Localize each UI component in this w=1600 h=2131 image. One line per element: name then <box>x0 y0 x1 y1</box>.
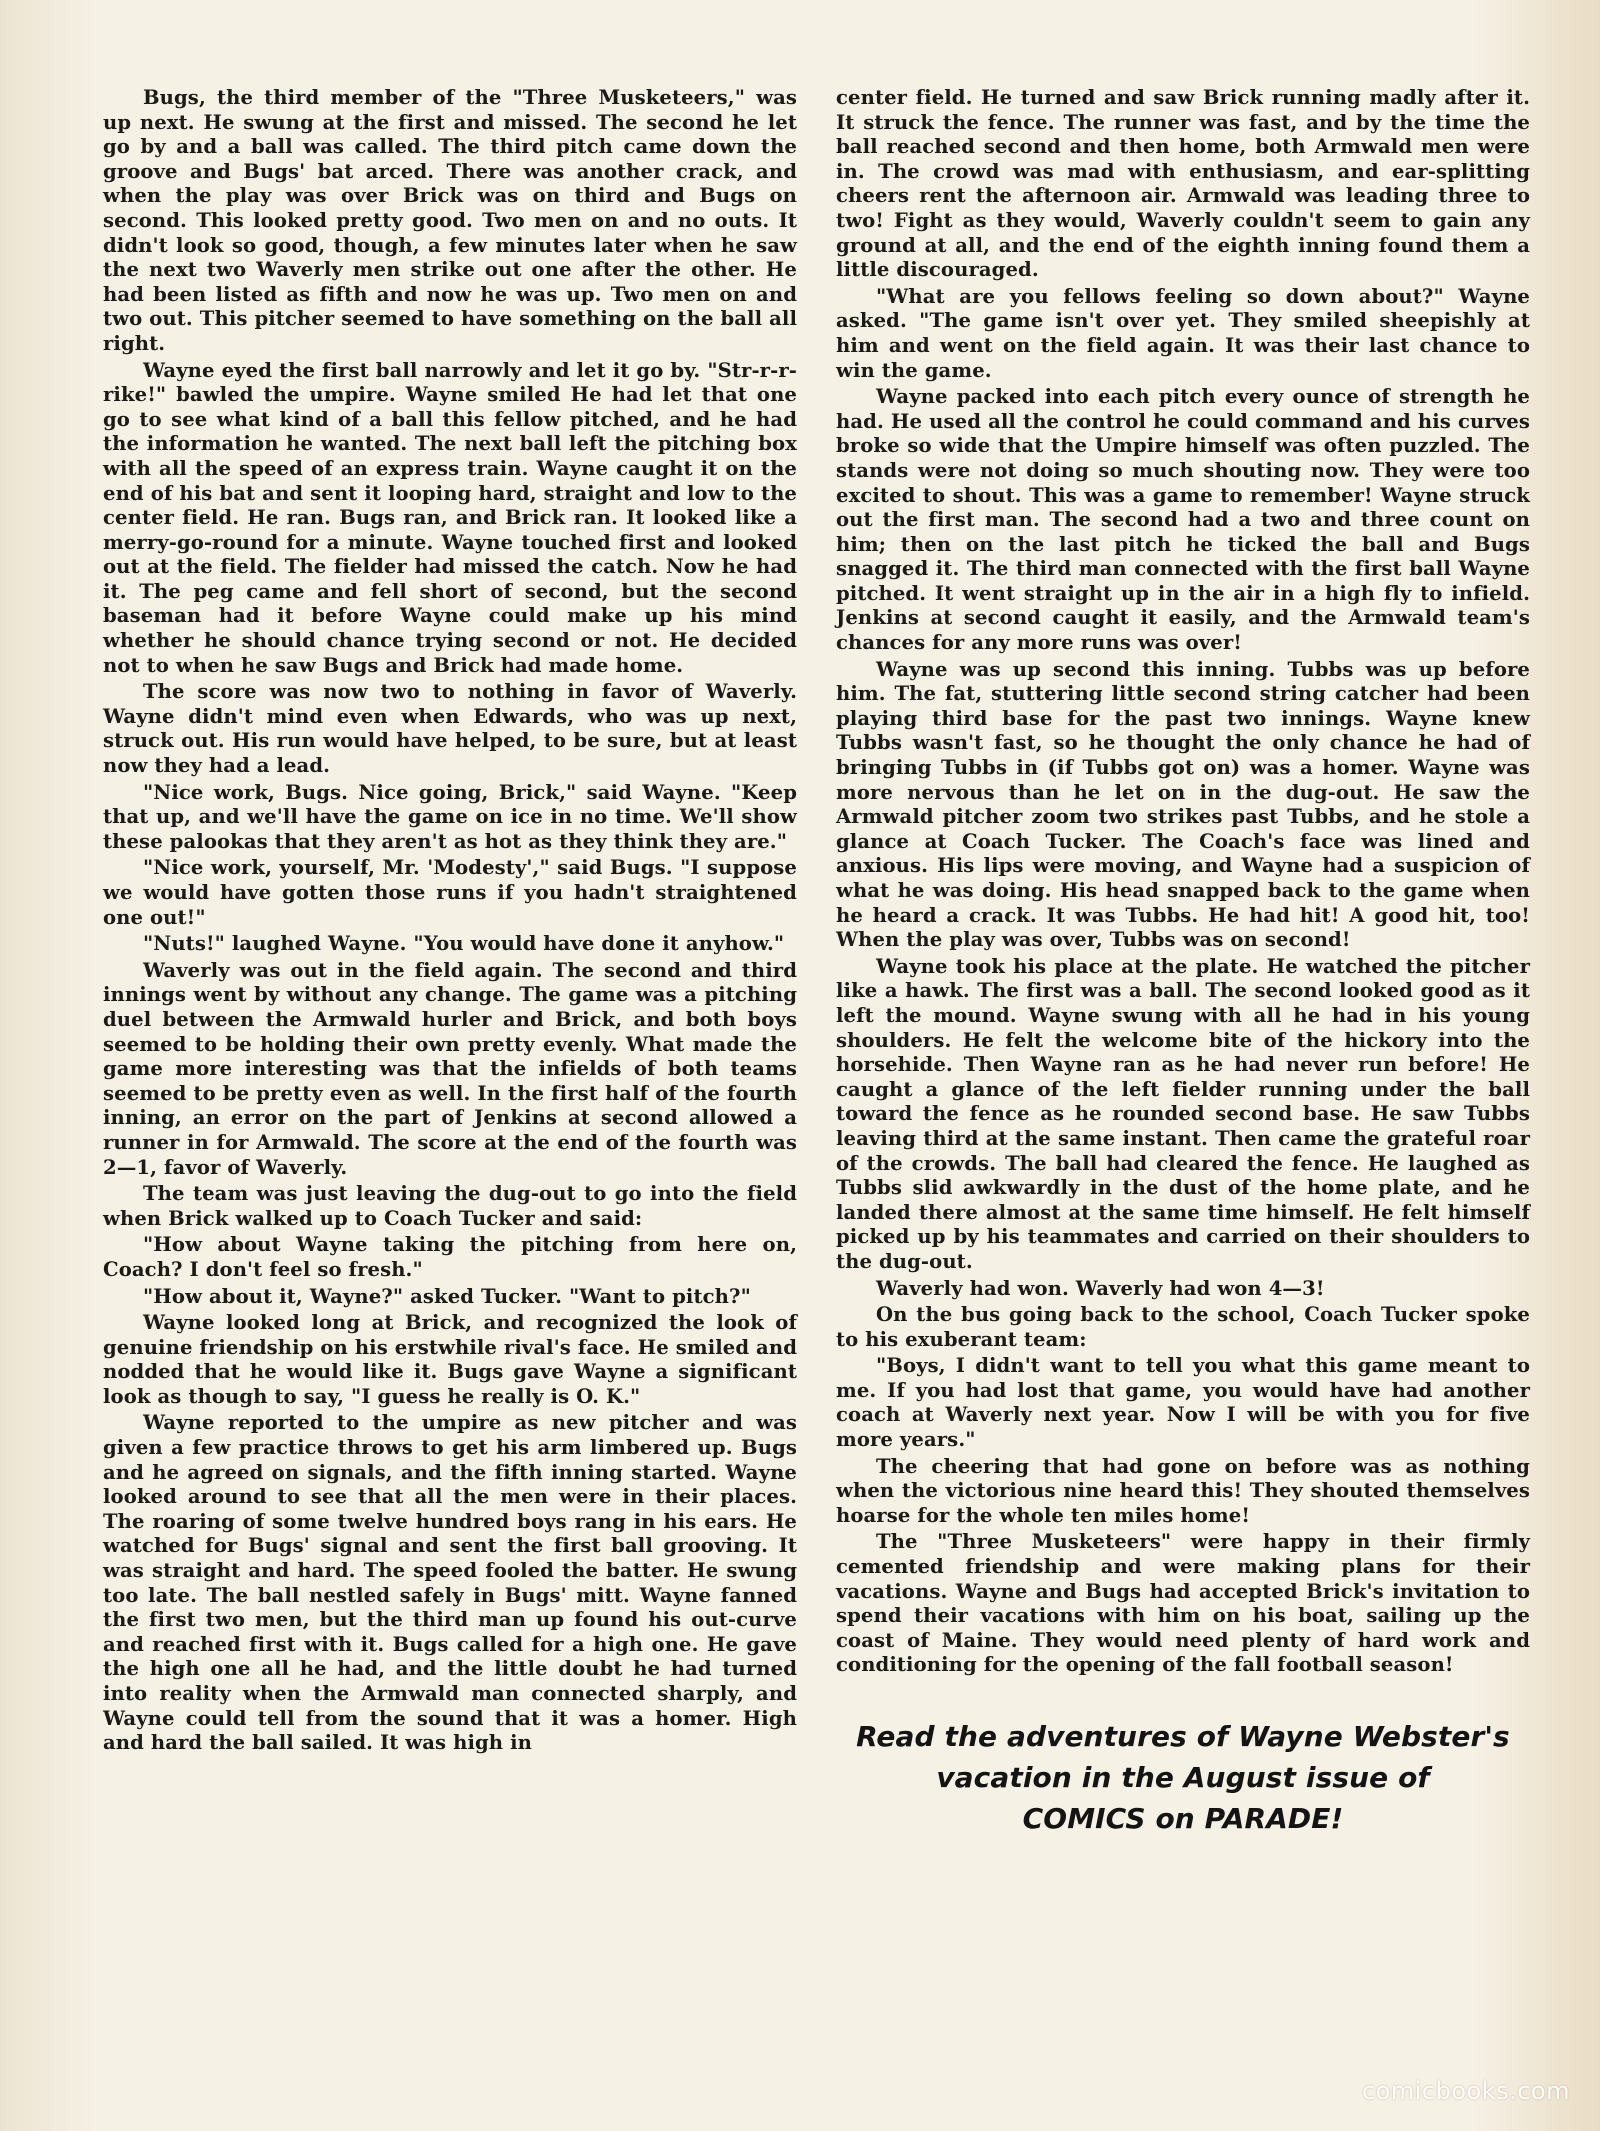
paragraph: Wayne packed into each pitch every ounce of strength he had. He used all the control he could command and his curves broke so wide that the Umpire himself was often puzzled. The stands were not doing so much shouting now. They were too excited to shout. This was a game to remember! Wayne struck out the first man. The second had a two and three count on him; then on the last pitch he ticked the ball and Bugs snagged it. The third man connected with the first ball Wayne pitched. It went straight up in the air in a high fly to infield. Jenkins at second caught it easily, and the Armwald team's chances for any more runs was over! <box>836 385 1530 655</box>
paragraph: On the bus going back to the school, Coach Tucker spoke to his exuberant team: <box>836 1303 1530 1351</box>
paragraph: "What are you fellows feeling so down about?" Wayne asked. "The game isn't over yet. They smiled sheepishly at him and went on the field again. It was their last chance to win the game. <box>836 284 1530 382</box>
paragraph: "Nice work, Bugs. Nice going, Brick," said Wayne. "Keep that up, and we'll have the game on ice in no time. We'll show these palookas that they aren't as hot as they think they are." <box>103 780 797 853</box>
paragraph: Waverly was out in the field again. The second and third innings went by without any change. The game was a pitching duel between the Armwald hurler and Brick, and both boys seemed to be holding their own pretty evenly. What made the game more interesting was that the infields of both teams seemed to be pretty even as well. In the first half of the fourth inning, an error on the part of Jenkins at second allowed a runner in for Armwald. The score at the end of the fourth was 2—1, favor of Waverly. <box>103 958 797 1179</box>
paragraph: The "Three Musketeers" were happy in their firmly cemented friendship and were making plans for their vacations. Wayne and Bugs had accepted Brick's invitation to spend their vacations with him on his boat, sailing up the coast of Maine. They would need plenty of hard work and conditioning for the opening of the fall football season! <box>836 1530 1530 1677</box>
paragraph: Wayne took his place at the plate. He watched the pitcher like a hawk. The first was a ball. The second looked good as it left the mound. Wayne swung with all he had in his young shoulders. He felt the welcome bite of the hickory into the horsehide. Then Wayne ran as he had never run before! He caught a glance of the left fielder running under the ball toward the fence as he rounded second base. He saw Tubbs leaving third at the same instant. Then came the grateful roar of the crowds. The ball had cleared the fence. He laughed as Tubbs slid awkwardly in the dust of the home plate, and he landed there almost at the same time himself. He felt himself picked up by his teammates and carried on their shoulders to the dug-out. <box>836 954 1530 1273</box>
paragraph: Bugs, the third member of the "Three Musketeers," was up next. He swung at the first and missed. The second he let go by and a ball was called. The third pitch came down the groove and Bugs' bat arced. There was another crack, and when the play was over Brick was on third and Bugs on second. This looked pretty good. Two men on and no outs. It didn't look so good, though, a few minutes later when he saw the next two Waverly men strike out one after the other. He had been listed as fifth and now he was up. Two men on and two out. This pitcher seemed to have something on the ball all right. <box>103 86 797 355</box>
paragraph: The team was just leaving the dug-out to go into the field when Brick walked up to Coach Tucker and said: <box>103 1182 797 1230</box>
paragraph: Wayne was up second this inning. Tubbs was up before him. The fat, stuttering little second string catcher had been playing third base for the past two innings. Wayne knew Tubbs wasn't fast, so he thought the only chance he had of bringing Tubbs in (if Tubbs got on) was a homer. Wayne was more nervous than he let on in the dug-out. He saw the Armwald pitcher zoom two strikes past Tubbs, and he stole a glance at Coach Tucker. The Coach's face was lined and anxious. His lips were moving, and Wayne had a suspicion of what he was doing. His head snapped back to the game when he heard a crack. It was Tubbs. He had hit! A good hit, too! When the play was over, Tubbs was on second! <box>836 657 1530 952</box>
paragraph: Waverly had won. Waverly had won 4—3! <box>876 1276 1325 1300</box>
promo-line: COMICS on PARADE! <box>1022 1802 1344 1835</box>
next-issue-promo <box>836 1716 1530 1839</box>
promo-line: Read the adventures of Wayne Webster's <box>856 1720 1510 1753</box>
paragraph: "How about it, Wayne?" asked Tucker. "Want to pitch?" <box>143 1284 751 1308</box>
paragraph: Wayne eyed the first ball narrowly and let it go by. "Str-r-r-rike!" bawled the umpire. Wayne smiled He had let that one go to see what kind of a ball this fellow pitched, and he had the information he wanted. The next ball left the pitching box with all the speed of an express train. Wayne caught it on the end of his bat and sent it looping hard, straight and low to the center field. He ran. Bugs ran, and Brick ran. It looked like a merry-go-round for a minute. Wayne touched first and looked out at the field. The fielder had missed the catch. Now he had it. The peg came and fell short of second, but the second baseman had it before Wayne could make up his mind whether he should chance trying second or not. He decided not to when he saw Bugs and Brick had made home. <box>103 358 797 677</box>
paragraph: Wayne reported to the umpire as new pitcher and was given a few practice throws to get his arm limbered up. Bugs and he agreed on signals, and the fifth inning started. Wayne looked around to see that all the men were in their places. The roaring of some twelve hundred boys rang in his ears. He watched for Bugs' signal and sent the first ball grooving. It was straight and hard. The speed fooled the batter. He swung too late. The ball nestled safely in Bugs' mitt. Wayne fanned the first two men, but the third man up found his out-curve and reached first with it. Bugs called for a high one. He gave the high one all he had, and the little doubt he had turned into reality when the Armwald man connected sharply, and Wayne could tell from the sound that it was a homer. High and hard the ball sailed. It was high in <box>103 1411 797 1755</box>
paragraph: The score was now two to nothing in favor of Waverly. Wayne didn't mind even when Edwards, who was up next, struck out. His run would have helped, to be sure, but at least now they had a lead. <box>103 680 797 778</box>
left-text-column <box>103 86 797 1758</box>
paragraph: The cheering that had gone on before was as nothing when the victorious nine heard this! They shouted themselves hoarse for the whole ten miles home! <box>836 1454 1530 1527</box>
paragraph: center field. He turned and saw Brick running madly after it. It struck the fence. The runner was fast, and by the time the ball reached second and then home, both Armwald men were in. The crowd was mad with enthusiasm, and ear-splitting cheers rent the afternoon air. Armwald was leading three to two! Fight as they would, Waverly couldn't seem to gain any ground at all, and the end of the eighth inning found them a little discouraged. <box>836 86 1530 282</box>
paragraph: "Nuts!" laughed Wayne. "You would have done it anyhow." <box>143 932 785 956</box>
paragraph: Wayne looked long at Brick, and recognized the look of genuine friendship on his erstwhile rival's face. He smiled and nodded that he would like it. Bugs gave Wayne a significant look as though to say, "I guess he really is O. K." <box>103 1311 798 1408</box>
paragraph: "Boys, I didn't want to tell you what this game meant to me. If you had lost that game, you would have had another coach at Waverly next year. Now I will be with you for five more years." <box>836 1354 1530 1452</box>
promo-line: vacation in the August issue of <box>936 1761 1430 1794</box>
paragraph: "How about Wayne taking the pitching from here on, Coach? I don't feel so fresh." <box>103 1233 797 1281</box>
paragraph: "Nice work, yourself, Mr. 'Modesty'," said Bugs. "I suppose we would have gotten those runs if you hadn't straightened one out!" <box>103 856 797 929</box>
site-watermark: comicbooks.com <box>1361 2077 1570 2105</box>
right-text-column <box>836 86 1530 1839</box>
